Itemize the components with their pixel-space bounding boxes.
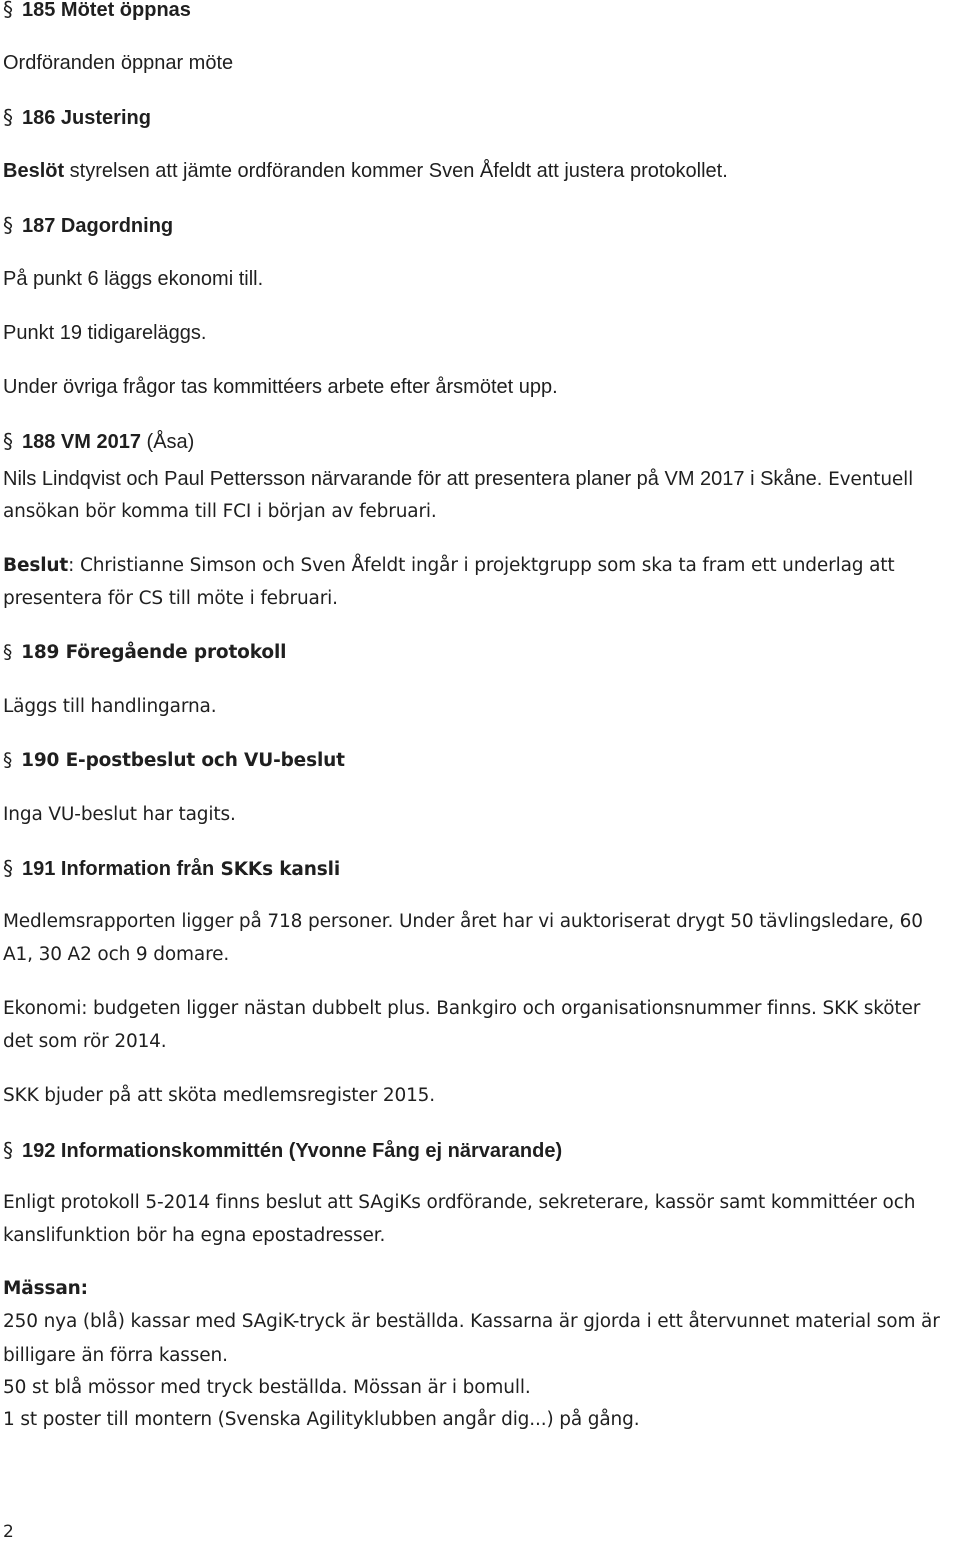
heading-185: [3, 0, 191, 23]
heading-191-text-b: SKKs kansli: [214, 859, 341, 880]
text-188-line1: [3, 466, 913, 493]
text-187-line: Punkt 19 tidigareläggs.: [3, 322, 207, 344]
text-187-line: Under övriga frågor tas kommittéers arbete efter årsmötet upp.: [3, 376, 558, 398]
decision-188-line2: presentera för CS till möte i februari.: [3, 588, 338, 609]
heading-191: [3, 855, 340, 883]
fair-line: billigare än förra kassen.: [3, 1345, 228, 1366]
heading-192-text: 192 Informationskommittén (Yvonne Fång ej närvarande): [22, 1140, 563, 1162]
section-icon: §: [3, 750, 13, 771]
section-icon: §: [3, 429, 13, 453]
text-192-p1-line1: Enligt protokoll 5-2014 finns beslut att SAgiKs ordförande, sekreterare, kassör samt kommittéer och: [3, 1192, 916, 1213]
section-icon: §: [3, 642, 13, 663]
text-191-p3: SKK bjuder på att sköta medlemsregister 2015.: [3, 1085, 436, 1106]
heading-185-text: 185 Mötet öppnas: [22, 0, 191, 21]
text-191-p1-line2: A1, 30 A2 och 9 domare.: [3, 944, 230, 965]
heading-187-text: 187 Dagordning: [22, 215, 174, 237]
section-icon: §: [3, 0, 13, 21]
heading-188: [3, 428, 194, 455]
heading-186-text: 186 Justering: [22, 107, 151, 129]
text-187-line: På punkt 6 läggs ekonomi till.: [3, 268, 264, 290]
text-191-p1-line1: Medlemsrapporten ligger på 718 personer. Under året har vi auktoriserat drygt 50 tävlingsledare, 60: [3, 911, 923, 932]
text-191-p2-line2: det som rör 2014.: [3, 1031, 167, 1052]
text-188-line2: ansökan bör komma till FCI i början av februari.: [3, 501, 437, 522]
text-192-p1-line2: kanslifunktion bör ha egna epostadresser.: [3, 1225, 386, 1246]
text-191-p2-line1: Ekonomi: budgeten ligger nästan dubbelt plus. Bankgiro och organisationsnummer finns. SKK sköter: [3, 998, 921, 1019]
heading-192: [3, 1137, 562, 1164]
fair-line: 1 st poster till montern (Svenska Agilityklubben angår dig...) på gång.: [3, 1409, 640, 1430]
section-icon: §: [3, 856, 13, 880]
text-190: Inga VU-beslut har tagits.: [3, 804, 236, 825]
section-icon: §: [3, 105, 13, 129]
text-188-line1b: Eventuell: [822, 469, 914, 490]
fair-line: 50 st blå mössor med tryck beställda. Mössan är i bomull.: [3, 1377, 531, 1398]
text-188-line1a: Nils Lindqvist och Paul Pettersson närvarande för att presentera planer på VM 2017 i Skåne.: [3, 468, 823, 490]
section-icon: §: [3, 213, 13, 237]
heading-188-suffix: (Åsa): [140, 431, 195, 453]
heading-190-text: 190 E-postbeslut och VU-beslut: [21, 750, 345, 771]
fair-line: 250 nya (blå) kassar med SAgiK-tryck är beställda. Kassarna är gjorda i ett återvunnet material som är: [3, 1311, 940, 1332]
text-189: Läggs till handlingarna.: [3, 696, 217, 717]
fair-label: Mässan:: [3, 1278, 88, 1299]
heading-186: [3, 104, 151, 131]
text-186: [3, 158, 728, 184]
heading-187: [3, 212, 173, 239]
heading-191-text-a: 191 Information från: [22, 858, 215, 880]
heading-188-text: 188 VM 2017: [22, 431, 141, 453]
section-icon: §: [3, 1138, 13, 1162]
decision-188-text: : Christianne Simson och Sven Åfeldt ingår i projektgrupp som ska ta fram ett underlag att: [68, 555, 895, 576]
heading-190: [3, 748, 345, 774]
heading-189-text: 189 Föregående protokoll: [21, 642, 287, 663]
page-number: 2: [3, 1522, 14, 1542]
decision-label: Beslöt: [3, 160, 65, 182]
decision-label: Beslut: [3, 555, 69, 576]
text-186-rest: styrelsen att jämte ordföranden kommer Sven Åfeldt att justera protokollet.: [64, 160, 728, 182]
text-185: Ordföranden öppnar möte: [3, 52, 234, 74]
heading-189: [3, 640, 286, 666]
decision-188-line1: [3, 553, 895, 579]
